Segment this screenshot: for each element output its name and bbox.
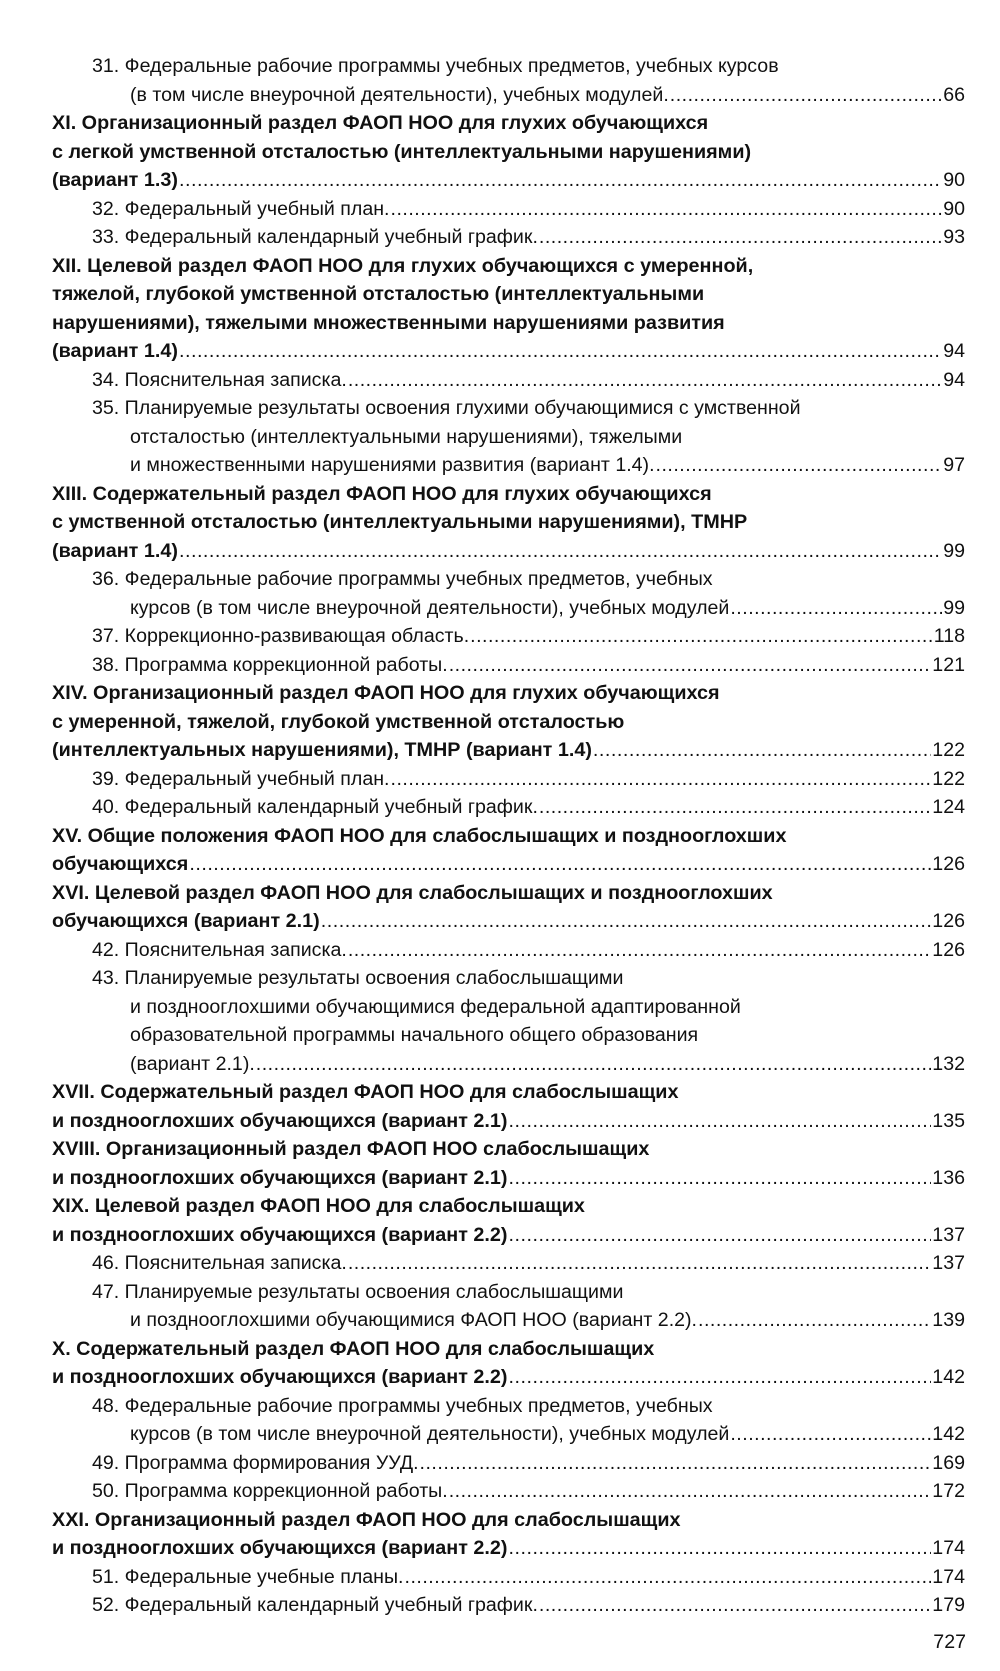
- toc-page-number: 126: [932, 910, 965, 932]
- toc-section-line: [52, 822, 965, 851]
- dot-leader: [730, 1420, 931, 1449]
- toc-entry-text: (вариант 1.4): [52, 340, 178, 362]
- toc-entry-text: и позднооглохших обучающихся (вариант 2.2): [52, 1223, 508, 1246]
- toc-section-line: [52, 1534, 965, 1563]
- dot-leader: [420, 1449, 932, 1478]
- toc-page-number: 121: [932, 653, 965, 676]
- toc-entry-text: XXI. Организационный раздел ФАОП НОО для слабослышащих: [52, 1508, 681, 1531]
- toc-section-line: [52, 907, 965, 936]
- dot-leader: [509, 1107, 932, 1136]
- toc-entry-line: [52, 81, 965, 110]
- toc-entry-text: и позднооглохшими обучающимися федеральной адаптированной: [130, 995, 741, 1018]
- toc-page-number: 142: [932, 1366, 965, 1388]
- toc-entry-text: курсов (в том числе внеурочной деятельности), учебных модулей: [130, 1423, 730, 1445]
- toc-entry-text: 46. Пояснительная записка.: [92, 1252, 347, 1274]
- toc-entry-line: [52, 622, 965, 651]
- toc-entry-text: отсталостью (интеллектуальными нарушениями), тяжелыми: [130, 425, 683, 448]
- toc-entry-text: и позднооглохшими обучающимися ФАОП НОО (вариант 2.2).: [130, 1309, 698, 1331]
- toc-entry-text: обучающихся (вариант 2.1): [52, 910, 320, 932]
- dot-leader: [539, 223, 942, 252]
- toc-entry-line: [52, 451, 965, 480]
- toc-entry-text: 51. Федеральные учебные планы.: [92, 1565, 404, 1588]
- dot-leader: [449, 651, 932, 680]
- toc-page-number: 174: [932, 1537, 965, 1559]
- toc-page-number: 122: [932, 767, 965, 790]
- toc-entry-text: 33. Федеральный календарный учебный график.: [92, 226, 538, 248]
- toc-entry-text: и позднооглохших обучающихся (вариант 2.1): [52, 1166, 508, 1189]
- toc-entry-text: XVIII. Организационный раздел ФАОП НОО слабослышащих: [52, 1138, 650, 1160]
- toc-section-line: [52, 508, 965, 537]
- toc-section-line: [52, 1164, 965, 1193]
- toc-entry-text: 36. Федеральные рабочие программы учебных предметов, учебных: [92, 568, 713, 590]
- toc-entry-line: [52, 1563, 965, 1592]
- toc-page-number: 126: [932, 853, 965, 875]
- toc-entry-text: с легкой умственной отсталостью (интеллектуальными нарушениями): [52, 140, 752, 163]
- toc-section-line: [52, 850, 965, 879]
- dot-leader: [179, 537, 942, 566]
- toc-entry-line: [52, 195, 965, 224]
- toc-entry-line: [52, 1278, 965, 1307]
- toc-page-number: 137: [932, 1223, 965, 1246]
- toc-section-line: [52, 1135, 965, 1164]
- toc-page-number: 172: [932, 1480, 965, 1502]
- dot-leader: [179, 166, 942, 195]
- toc-page-number: 124: [932, 796, 965, 818]
- toc-entry-line: [52, 1392, 965, 1421]
- dot-leader: [730, 594, 942, 623]
- toc-page-number: 90: [943, 169, 965, 191]
- toc-entry-text: XVII. Содержательный раздел ФАОП НОО для слабослышащих: [52, 1081, 679, 1103]
- dot-leader: [509, 1363, 932, 1392]
- dot-leader: [391, 765, 932, 794]
- toc-section-line: [52, 1192, 965, 1221]
- toc-page-number: 135: [932, 1109, 965, 1132]
- toc-section-line: [52, 1107, 965, 1136]
- toc-section-line: [52, 708, 965, 737]
- toc-entry-text: 47. Планируемые результаты освоения слабослышащими: [92, 1280, 624, 1303]
- toc-section-line: [52, 537, 965, 566]
- toc-entry-text: и позднооглохших обучающихся (вариант 2.1): [52, 1109, 508, 1132]
- toc-entry-text: XI. Организационный раздел ФАОП НОО для глухих обучающихся: [52, 112, 709, 134]
- toc-entry-text: 50. Программа коррекционной работы.: [92, 1480, 448, 1502]
- toc-entry-text: XIV. Организационный раздел ФАОП НОО для глухих обучающихся: [52, 682, 720, 704]
- toc-entry-text: 48. Федеральные рабочие программы учебных предметов, учебных: [92, 1394, 713, 1417]
- toc-entry-line: [52, 1477, 965, 1506]
- toc-page-number: 94: [943, 340, 965, 362]
- toc-entry-text: и позднооглохших обучающихся (вариант 2.2): [52, 1366, 508, 1388]
- toc-entry-text: с умственной отсталостью (интеллектуальными нарушениями), ТМНР: [52, 511, 748, 533]
- dot-leader: [698, 1306, 931, 1335]
- toc-section-line: [52, 1078, 965, 1107]
- toc-entry-text: 32. Федеральный учебный план.: [92, 197, 390, 220]
- toc-entry-text: 37. Коррекционно-развивающая область.: [92, 625, 470, 647]
- dot-leader: [321, 907, 932, 936]
- toc-section-line: [52, 1221, 965, 1250]
- toc-entry-text: X. Содержательный раздел ФАОП НОО для слабослышащих: [52, 1337, 655, 1360]
- toc-entry-line: [52, 1306, 965, 1335]
- toc-entry-text: (интеллектуальных нарушениями), ТМНР (вариант 1.4): [52, 739, 592, 761]
- dot-leader: [539, 793, 931, 822]
- table-of-contents: [52, 52, 965, 1620]
- toc-entry-text: обучающихся: [52, 853, 189, 875]
- toc-section-line: [52, 1363, 965, 1392]
- toc-page-number: 136: [932, 1166, 965, 1189]
- dot-leader: [509, 1221, 932, 1250]
- toc-page-number: 142: [932, 1423, 965, 1445]
- toc-page-number: 90: [943, 197, 965, 220]
- toc-page-number: 99: [943, 539, 965, 562]
- toc-entry-text: 31. Федеральные рабочие программы учебных предметов, учебных курсов: [92, 55, 779, 77]
- toc-entry-text: 34. Пояснительная записка.: [92, 368, 347, 391]
- toc-entry-text: 52. Федеральный календарный учебный график.: [92, 1594, 538, 1616]
- toc-entry-text: 39. Федеральный учебный план.: [92, 767, 390, 790]
- toc-page-number: 179: [932, 1594, 965, 1616]
- dot-leader: [656, 451, 943, 480]
- toc-section-line: [52, 879, 965, 908]
- toc-entry-text: 35. Планируемые результаты освоения глухими обучающимися с умственной: [92, 397, 801, 419]
- toc-entry-text: XIX. Целевой раздел ФАОП НОО для слабослышащих: [52, 1195, 585, 1217]
- dot-leader: [348, 1249, 931, 1278]
- toc-page-number: 126: [932, 938, 965, 961]
- toc-page-number: 94: [943, 368, 965, 391]
- toc-entry-line: [52, 1249, 965, 1278]
- toc-entry-line: [52, 223, 965, 252]
- toc-page-number: 169: [932, 1451, 965, 1474]
- toc-section-line: [52, 109, 965, 138]
- toc-entry-line: [52, 765, 965, 794]
- toc-entry-text: и множественными нарушениями развития (вариант 1.4).: [130, 454, 655, 476]
- toc-page-number: 137: [932, 1252, 965, 1274]
- toc-section-line: [52, 166, 965, 195]
- toc-entry-text: нарушениями), тяжелыми множественными нарушениями развития: [52, 311, 725, 334]
- toc-section-line: [52, 1335, 965, 1364]
- toc-page-number: 139: [932, 1309, 965, 1331]
- dot-leader: [593, 736, 931, 765]
- page-number: 727: [933, 1631, 966, 1653]
- toc-entry-text: XVI. Целевой раздел ФАОП НОО для слабослышащих и позднооглохших: [52, 881, 773, 904]
- toc-entry-line: [52, 394, 965, 423]
- toc-entry-line: [52, 1420, 965, 1449]
- toc-entry-text: 43. Планируемые результаты освоения слабослышащими: [92, 967, 624, 989]
- toc-section-line: [52, 679, 965, 708]
- toc-entry-line: [52, 1050, 965, 1079]
- toc-entry-text: XII. Целевой раздел ФАОП НОО для глухих обучающихся с умеренной,: [52, 254, 754, 277]
- toc-entry-line: [52, 1449, 965, 1478]
- toc-entry-text: тяжелой, глубокой умственной отсталостью (интеллектуальными: [52, 283, 705, 305]
- dot-leader: [189, 850, 931, 879]
- toc-page-number: 132: [932, 1052, 965, 1075]
- dot-leader: [449, 1477, 932, 1506]
- toc-entry-text: (вариант 1.3): [52, 169, 178, 191]
- toc-section-line: [52, 480, 965, 509]
- toc-entry-text: (вариант 1.4): [52, 539, 178, 562]
- dot-leader: [539, 1591, 931, 1620]
- dot-leader: [405, 1563, 932, 1592]
- dot-leader: [470, 622, 933, 651]
- toc-entry-line: [52, 594, 965, 623]
- toc-section-line: [52, 280, 965, 309]
- toc-entry-line: [52, 565, 965, 594]
- toc-section-line: [52, 736, 965, 765]
- toc-entry-line: [52, 651, 965, 680]
- dot-leader: [348, 366, 942, 395]
- toc-page-number: 122: [932, 739, 965, 761]
- toc-entry-line: [52, 423, 965, 452]
- toc-page-number: 97: [943, 454, 965, 476]
- toc-page-number: 66: [943, 83, 965, 106]
- dot-leader: [509, 1534, 932, 1563]
- toc-section-line: [52, 138, 965, 167]
- dot-leader: [509, 1164, 932, 1193]
- toc-page-number: 174: [932, 1565, 965, 1588]
- toc-entry-text: и позднооглохших обучающихся (вариант 2.2): [52, 1537, 508, 1559]
- toc-entry-text: (вариант 2.1).: [130, 1052, 255, 1075]
- toc-section-line: [52, 252, 965, 281]
- toc-section-line: [52, 337, 965, 366]
- toc-entry-text: XIII. Содержательный раздел ФАОП НОО для глухих обучающихся: [52, 482, 712, 505]
- dot-leader: [391, 195, 943, 224]
- toc-entry-text: с умеренной, тяжелой, глубокой умственной отсталостью: [52, 710, 625, 733]
- toc-page-number: 118: [933, 625, 965, 647]
- toc-entry-text: 49. Программа формирования УУД.: [92, 1451, 419, 1474]
- toc-section-line: [52, 1506, 965, 1535]
- toc-entry-text: образовательной программы начального общего образования: [130, 1024, 699, 1046]
- toc-page-number: 99: [943, 596, 965, 619]
- toc-entry-text: 42. Пояснительная записка.: [92, 938, 347, 961]
- toc-entry-line: [52, 936, 965, 965]
- toc-entry-line: [52, 366, 965, 395]
- toc-entry-line: [52, 1021, 965, 1050]
- toc-entry-text: XV. Общие положения ФАОП НОО для слабослышащих и позднооглохших: [52, 824, 787, 847]
- dot-leader: [670, 81, 942, 110]
- dot-leader: [348, 936, 931, 965]
- dot-leader: [179, 337, 942, 366]
- dot-leader: [256, 1050, 932, 1079]
- toc-entry-line: [52, 52, 965, 81]
- toc-page-number: 93: [943, 226, 965, 248]
- toc-section-line: [52, 309, 965, 338]
- toc-entry-line: [52, 793, 965, 822]
- toc-entry-text: (в том числе внеурочной деятельности), учебных модулей.: [130, 83, 669, 106]
- toc-entry-line: [52, 1591, 965, 1620]
- toc-entry-text: 40. Федеральный календарный учебный график.: [92, 796, 538, 818]
- toc-entry-text: курсов (в том числе внеурочной деятельности), учебных модулей: [130, 596, 730, 619]
- toc-entry-line: [52, 993, 965, 1022]
- toc-entry-line: [52, 964, 965, 993]
- toc-entry-text: 38. Программа коррекционной работы.: [92, 653, 448, 676]
